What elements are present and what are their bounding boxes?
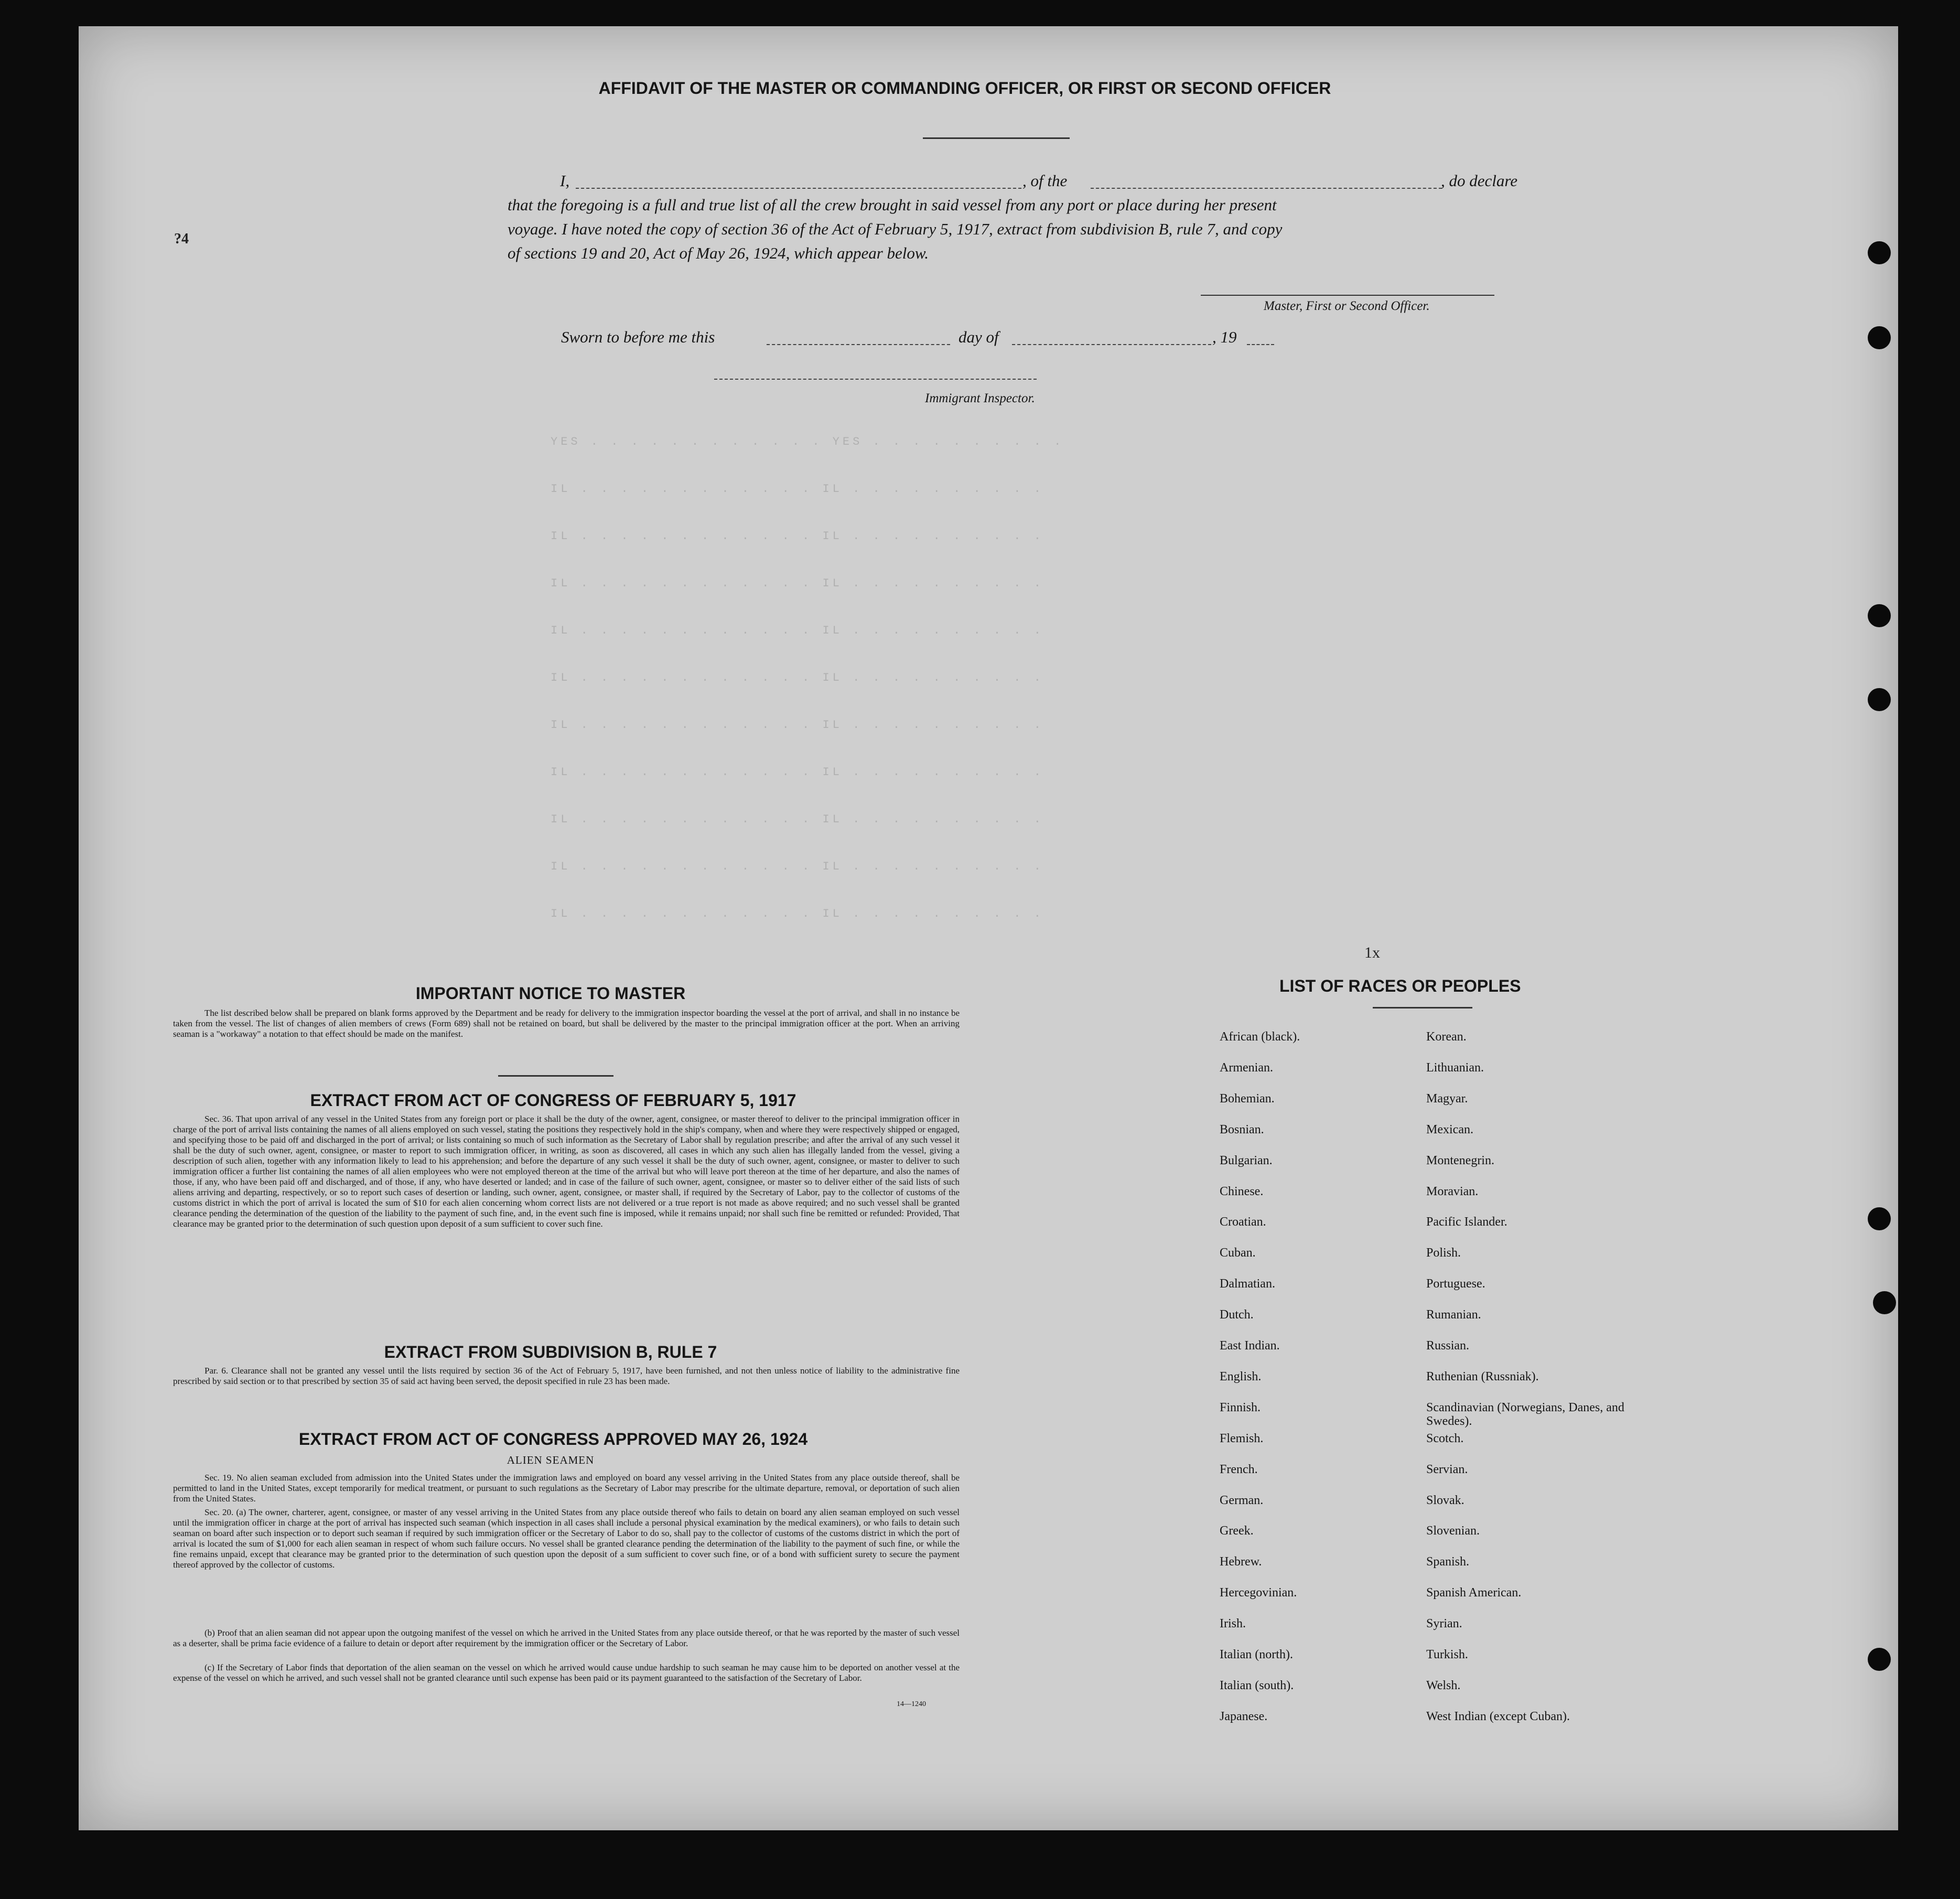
- notice-text: The list described below shall be prepared on blank forms approved by the Department and be ready for delivery to the immigration inspector boarding the vessel at the port of arrival, and shall in no instance be taken from the vessel. The list of changes of alien members of crews (Form 689) shall not be retained on board, but shall be delivered by the master to the principal immigration officer at the port. When an arriving seaman is a "workaway" a notation to that effect should be made on the manifest.: [173, 1008, 960, 1039]
- race-item: Bosnian.: [1220, 1122, 1264, 1136]
- section-rule: [498, 1075, 613, 1077]
- form-number: 14—1240: [897, 1700, 926, 1708]
- race-item: Portuguese.: [1426, 1277, 1485, 1291]
- race-item: Bulgarian.: [1220, 1153, 1273, 1167]
- inspector-signature-line: [714, 379, 1037, 380]
- extract3-title: EXTRACT FROM ACT OF CONGRESS APPROVED MAY 26, 1924: [298, 1430, 808, 1449]
- race-item: Spanish American.: [1426, 1586, 1522, 1600]
- race-item: East Indian.: [1220, 1339, 1280, 1353]
- master-signature-label: Master, First or Second Officer.: [1264, 299, 1430, 313]
- race-item: Lithuanian.: [1426, 1060, 1484, 1075]
- sworn-label: Sworn to before me this: [561, 328, 715, 346]
- punch-hole: [1868, 688, 1891, 711]
- extract3-sec20a: Sec. 20. (a) The owner, charterer, agent, consignee, or master of any vessel arriving in the United States from any place outside thereof who fails to detain on board any alien seaman employed on such vessel until the immigration officer in charge at the port of arrival has inspected such seaman (which inspection in all cases shall include a personal physical examination by the medical examiners), or who fails to detain such seaman on board after such inspection or to deport such seaman if required by such immigration officer or the Secretary of Labor to do so, shall pay to the collector of customs of the customs district in which the port of arrival is located the sum of $1,000 for each alien seaman in respect of whom such failure occurs. No vessel shall be granted clearance pending the determination of the liability to the payment of such fine, or while the fine remains unpaid, except that clearance may be granted prior to the determination of such question upon the deposit of a sum sufficient to cover such fine, or of a bond with sufficient surety to secure the payment thereof approved by the collector of customs.: [173, 1507, 960, 1570]
- race-item: Japanese.: [1220, 1709, 1268, 1723]
- race-item: Russian.: [1426, 1339, 1470, 1353]
- race-item: Cuban.: [1220, 1246, 1256, 1260]
- race-item: African (black).: [1220, 1030, 1300, 1044]
- race-item: French.: [1220, 1462, 1258, 1476]
- race-item: Rumanian.: [1426, 1308, 1481, 1322]
- day-of-label: day of: [959, 328, 999, 346]
- race-item: Moravian.: [1426, 1184, 1479, 1198]
- bleed-through-row: IL . . . . . . . . . . . . IL . . . . . . . . . .: [551, 718, 1044, 732]
- title-rule: [923, 137, 1070, 139]
- affidavit-title: AFFIDAVIT OF THE MASTER OR COMMANDING OFFICER, OR FIRST OR SECOND OFFICER: [598, 79, 1331, 98]
- race-item: Slovak.: [1426, 1493, 1464, 1507]
- extract1-title: EXTRACT FROM ACT OF CONGRESS OF FEBRUARY 5, 1917: [310, 1091, 796, 1110]
- margin-mark: ?4: [174, 231, 189, 247]
- race-item: Dalmatian.: [1220, 1277, 1275, 1291]
- affidavit-line4: of sections 19 and 20, Act of May 26, 1924, which appear below.: [508, 244, 929, 262]
- affidavit-line1-declare: , do declare: [1441, 171, 1518, 190]
- name-blank: [576, 188, 1021, 189]
- sworn-year-blank: [1247, 344, 1274, 345]
- extract2-text: Par. 6. Clearance shall not be granted any vessel until the lists required by section 36 of the Act of February 5, 1917, have been furnished, and not then unless notice of liability to the administrative fine prescribed by said section or to that prescribed by section 35 of said act having been served, the deposit specified in rule 23 has been made.: [173, 1366, 960, 1386]
- race-item: Magyar.: [1426, 1091, 1468, 1106]
- race-item: Croatian.: [1220, 1215, 1266, 1229]
- vessel-blank: [1091, 188, 1442, 189]
- race-item: Turkish.: [1426, 1648, 1468, 1661]
- race-item: Polish.: [1426, 1246, 1461, 1260]
- bleed-through-row: IL . . . . . . . . . . . . IL . . . . . . . . . .: [551, 671, 1044, 684]
- year-label: , 19: [1212, 328, 1237, 346]
- inspector-label: Immigrant Inspector.: [925, 391, 1035, 405]
- race-item: Armenian.: [1220, 1060, 1273, 1075]
- punch-hole: [1868, 604, 1891, 627]
- bleed-through-row: IL . . . . . . . . . . . . IL . . . . . . . . . .: [551, 907, 1044, 920]
- punch-hole: [1868, 241, 1891, 264]
- race-item: Welsh.: [1426, 1678, 1461, 1692]
- bleed-through-row: IL . . . . . . . . . . . . IL . . . . . . . . . .: [551, 813, 1044, 826]
- bleed-through-row: YES . . . . . . . . . . . . YES . . . . . . . . . .: [551, 435, 1064, 448]
- race-item: Hercegovinian.: [1220, 1586, 1297, 1600]
- race-item: Bohemian.: [1220, 1091, 1275, 1106]
- bleed-through-row: IL . . . . . . . . . . . . IL . . . . . . . . . .: [551, 860, 1044, 873]
- race-item: Scotch.: [1426, 1431, 1464, 1445]
- affidavit-line1-i: I,: [560, 171, 570, 190]
- center-mark: 1x: [1364, 944, 1380, 961]
- extract2-title: EXTRACT FROM SUBDIVISION B, RULE 7: [384, 1343, 717, 1361]
- punch-hole: [1868, 1207, 1891, 1230]
- bleed-through-row: IL . . . . . . . . . . . . IL . . . . . . . . . .: [551, 482, 1044, 496]
- race-item: Ruthenian (Russniak).: [1426, 1369, 1539, 1383]
- race-item: Chinese.: [1220, 1184, 1264, 1198]
- punch-hole: [1868, 326, 1891, 349]
- race-item: Italian (north).: [1220, 1648, 1293, 1661]
- notice-title: IMPORTANT NOTICE TO MASTER: [415, 984, 686, 1003]
- race-item: Servian.: [1426, 1462, 1468, 1476]
- race-item: West Indian (except Cuban).: [1426, 1709, 1570, 1723]
- races-title: LIST OF RACES OR PEOPLES: [1279, 977, 1521, 995]
- bleed-through-row: IL . . . . . . . . . . . . IL . . . . . . . . . .: [551, 577, 1044, 590]
- extract3-sec20b: (b) Proof that an alien seaman did not appear upon the outgoing manifest of the vessel on which he arrived in the United States from any place outside thereof, or that he was reported by the master of such vessel as a deserter, shall be prima facie evidence of a failure to detain or deport after requirement by the immigration officer or the Secretary of Labor.: [173, 1628, 960, 1648]
- extract3-sec19: Sec. 19. No alien seaman excluded from admission into the United States under the immigration laws and employed on board any vessel arriving in the United States from any place outside thereof, shall be permitted to land in the United States, except temporarily for medical treatment, or pursuant to such regulations as the Secretary of Labor may prescribe for the ultimate departure, removal, or deportation of such alien from the United States.: [173, 1473, 960, 1504]
- race-item: German.: [1220, 1493, 1264, 1507]
- bleed-through-row: IL . . . . . . . . . . . . IL . . . . . . . . . .: [551, 624, 1044, 637]
- sworn-day-blank: [767, 344, 950, 345]
- race-item: Slovenian.: [1426, 1524, 1480, 1538]
- races-title-rule: [1373, 1007, 1472, 1008]
- race-item: English.: [1220, 1369, 1262, 1383]
- race-item: Flemish.: [1220, 1431, 1264, 1445]
- race-item: Hebrew.: [1220, 1555, 1262, 1569]
- punch-hole: [1868, 1648, 1891, 1671]
- affidavit-line1-of-the: , of the: [1022, 171, 1068, 190]
- race-item: Greek.: [1220, 1524, 1254, 1538]
- race-item: Finnish.: [1220, 1400, 1261, 1414]
- extract1-text: Sec. 36. That upon arrival of any vessel in the United States from any foreign port or place it shall be the duty of the owner, agent, consignee, or master thereof to deliver to the principal immigration officer in charge of the port of arrival lists containing the names of all aliens employed on such vessel, stating the positions they respectively hold in the ship's company, when and where they were respectively shipped or engaged, and specifying those to be paid off and discharged in the port of arrival; or lists containing so much of such information as the Secretary of Labor shall by regulation prescribe; and after the arrival of any such vessel it shall be the duty of such owner, agent, consignee, or master to report to such immigration officer, in writing, as soon as discovered, all cases in which any such alien has illegally landed from the vessel, giving a description of such alien, together with any information likely to lead to his apprehension; and before the departure of any such vessel it shall be the duty of such owner, agent, consignee, or master to deliver to such immigration officer a further list containing the names of all alien employees who were not employed thereon at the time of the arrival but who will leave port thereon at the time of her departure, and also the names of those, if any, who have been paid off and discharged, and of those, if any, who have deserted or landed; and in case of the failure of such owner, agent, consignee, or master so to deliver either of the said lists of such aliens arriving and departing, respectively, or so to report such cases of desertion or landing, such owner, agent, consignee, or master shall, if required by the Secretary of Labor, pay to the collector of customs of the customs district in which the port of arrival is located the sum of $10 for each alien concerning whom correct lists are not delivered or a true report is not made as above required; and no such vessel shall be granted clearance pending the determination of the question of the liability to the payment of such fine, and, in the event such fine is imposed, while it remains unpaid; nor shall such fine be remitted or refunded: Provided, That clearance may be granted prior to the determination of such question upon deposit of a sum sufficient to cover such fine.: [173, 1114, 960, 1229]
- race-item: Spanish.: [1426, 1555, 1470, 1569]
- bleed-through-row: IL . . . . . . . . . . . . IL . . . . . . . . . .: [551, 530, 1044, 543]
- race-item: Pacific Islander.: [1426, 1215, 1507, 1229]
- race-item: Korean.: [1426, 1030, 1467, 1044]
- race-item: Dutch.: [1220, 1308, 1254, 1322]
- master-signature-line: [1201, 295, 1494, 296]
- punch-hole: [1873, 1291, 1896, 1314]
- extract3-sec20c: (c) If the Secretary of Labor finds that deportation of the alien seaman on the vessel on which he arrived would cause undue hardship to such seaman he may cause him to be deported on another vessel at the expense of the vessel on which he arrived, and such vessel shall not be granted clearance until such expense has been paid or its payment guaranteed to the satisfaction of the Secretary of Labor.: [173, 1662, 960, 1683]
- affidavit-line2: that the foregoing is a full and true list of all the crew brought in said vessel from any port or place during her present: [508, 196, 1277, 214]
- race-item: Scandinavian (Norwegians, Danes, and Swedes).: [1426, 1400, 1624, 1428]
- bleed-through-row: IL . . . . . . . . . . . . IL . . . . . . . . . .: [551, 766, 1044, 779]
- affidavit-line3: voyage. I have noted the copy of section 36 of the Act of February 5, 1917, extract from subdivision B, rule 7, and copy: [508, 220, 1283, 238]
- race-item: Italian (south).: [1220, 1678, 1294, 1692]
- race-item: Syrian.: [1426, 1617, 1462, 1631]
- race-item: Irish.: [1220, 1617, 1246, 1631]
- race-item: Montenegrin.: [1426, 1153, 1494, 1167]
- sworn-month-blank: [1012, 344, 1211, 345]
- extract3-subtitle: ALIEN SEAMEN: [507, 1454, 595, 1466]
- race-item: Mexican.: [1426, 1122, 1473, 1136]
